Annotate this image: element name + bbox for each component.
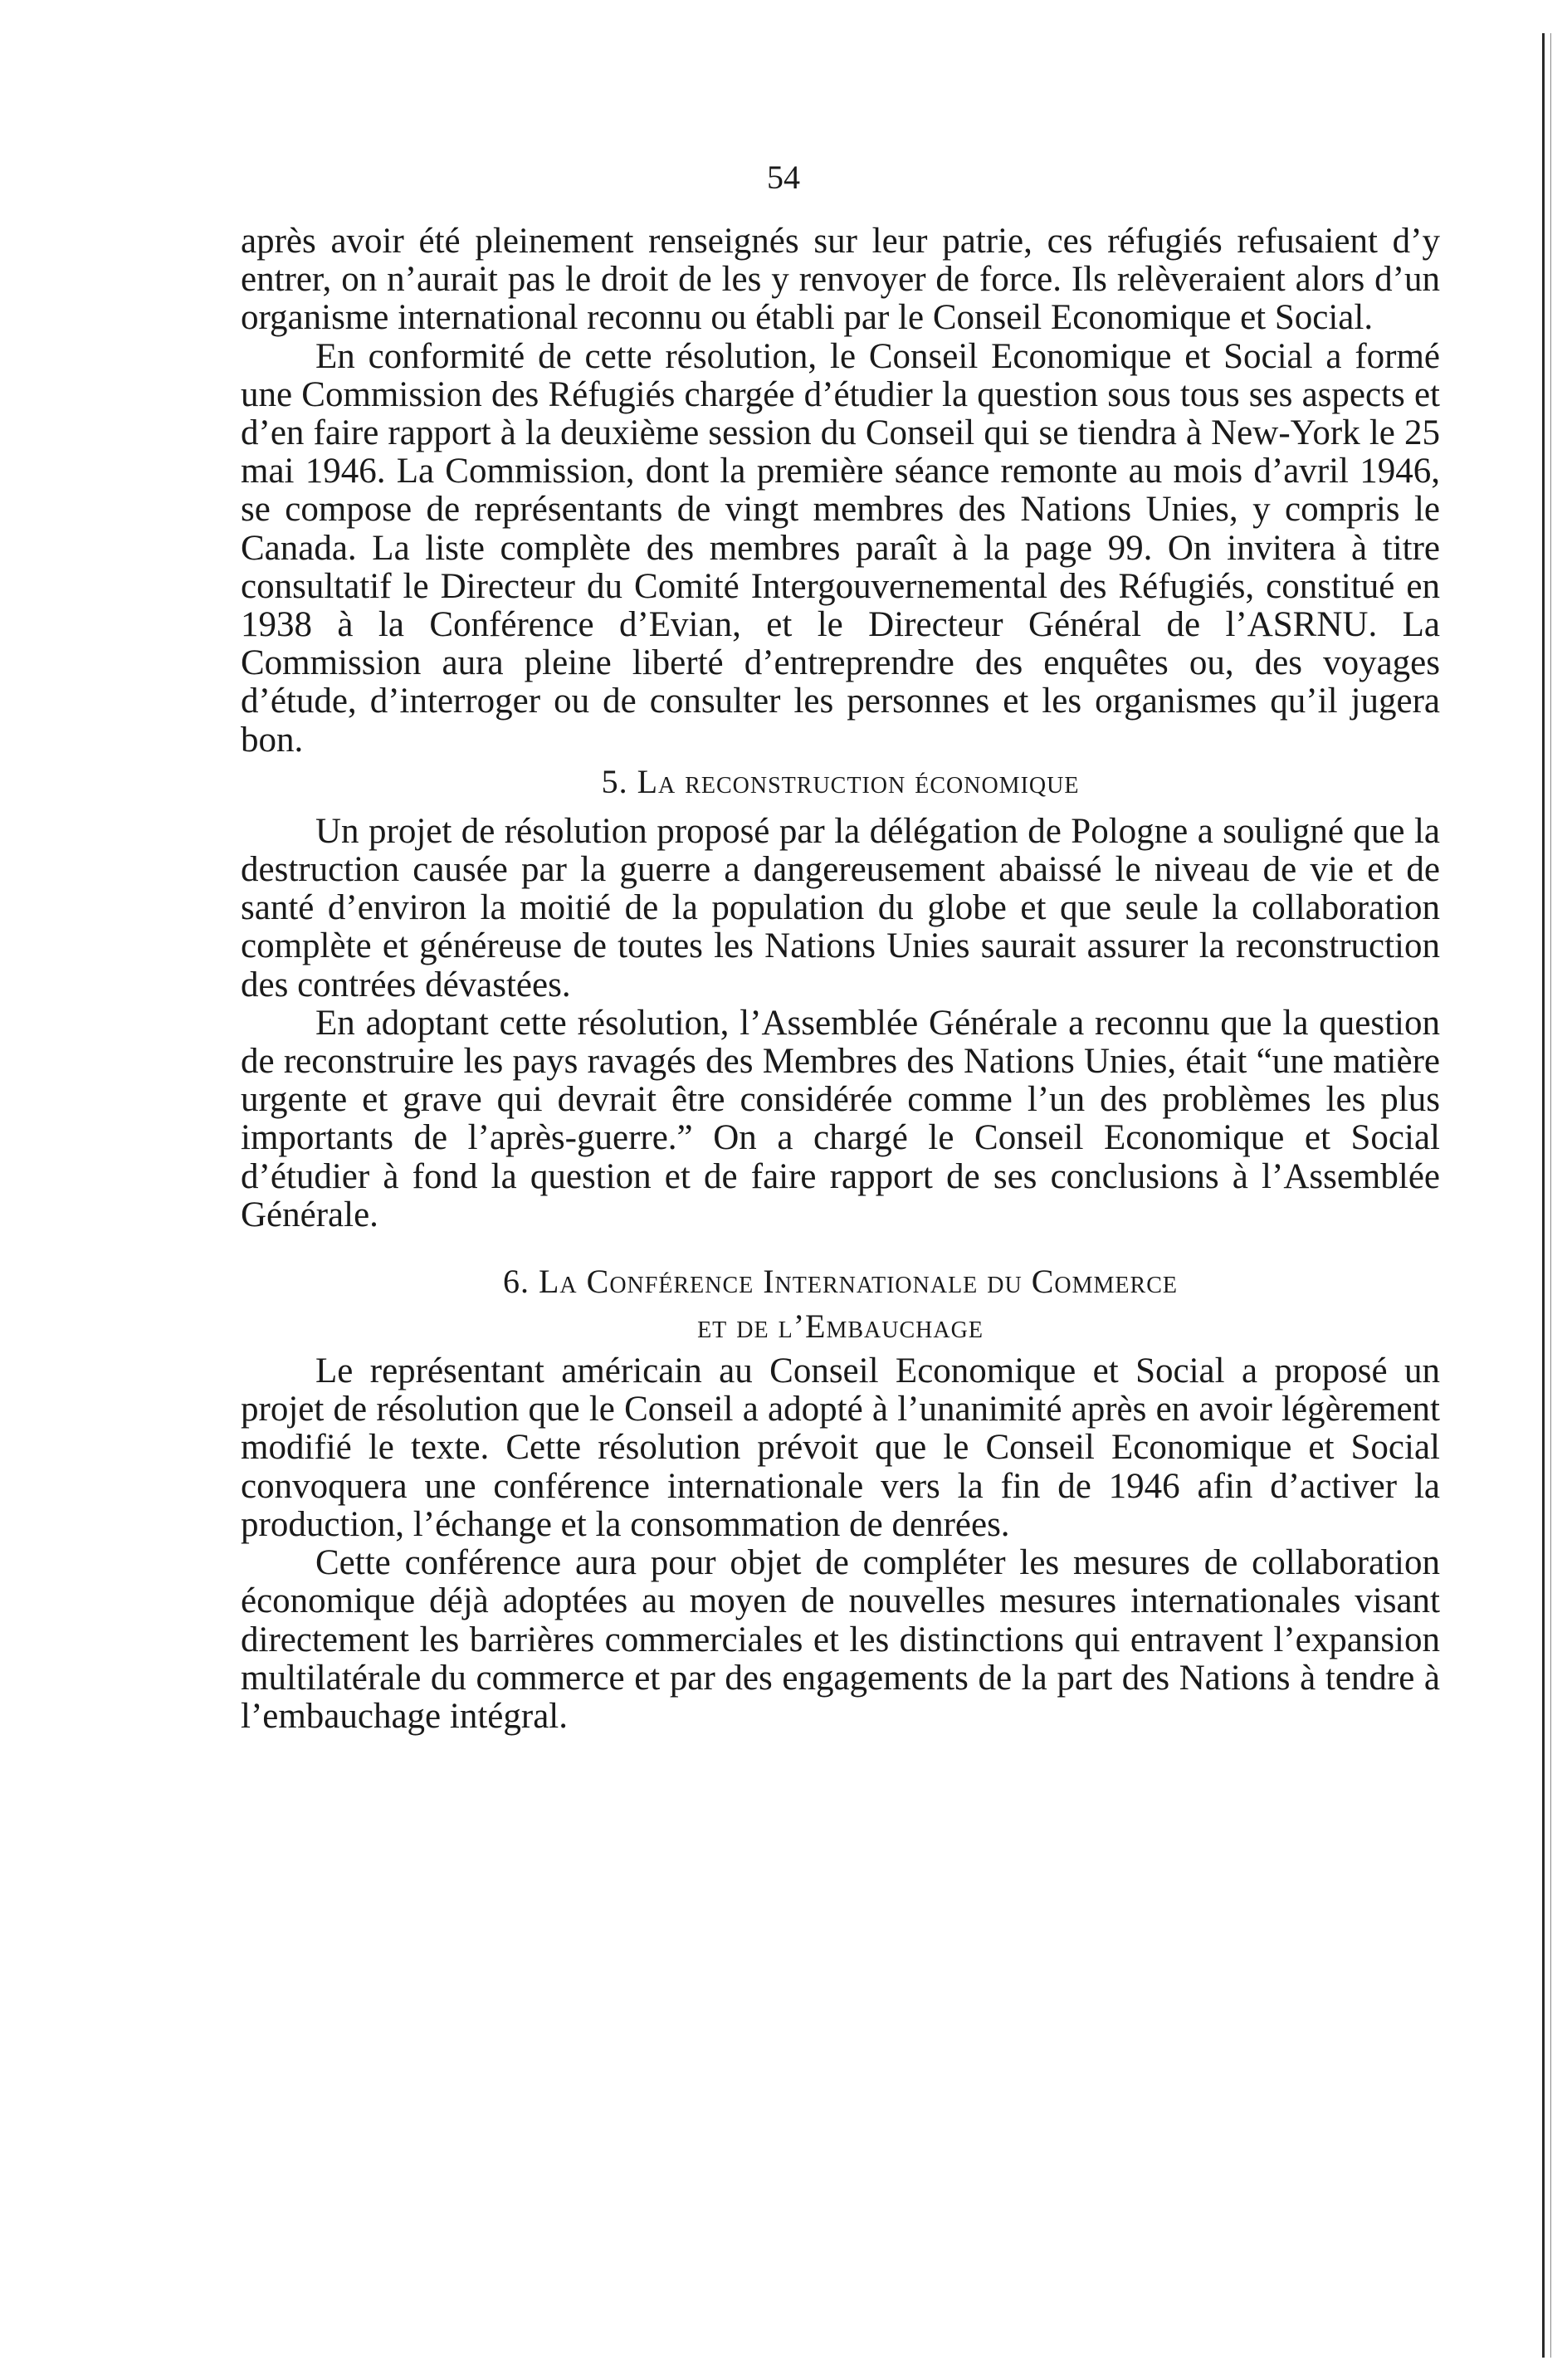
paragraph-poland-resolution: Un projet de résolution proposé par la délégation de Pologne a souligné que la destruction causée par la guerre a dangereusement abaissé le niveau de vie et de santé d’environ la moitié de la population du globe et que seule la collaboration complète et généreuse de toutes les Nations Unies saurait assurer la reconstruction des contrées dévastées. (241, 811, 1440, 1004)
paragraph-continuation: après avoir été pleinement renseignés sur leur patrie, ces réfugiés refusaient d’y entrer, on n’aurait pas le droit de les y renvoyer de force. Ils relèveraient alors d’un organisme international reconnu ou établi par le Conseil Economique et Social. (241, 222, 1440, 338)
section-heading-6-line-2: et de l’Embauchage (697, 1307, 984, 1346)
paragraph-general-assembly: En adoptant cette résolution, l’Assemblée Générale a reconnu que la question de reconstruire les pays ravagés des Membres des Nations Unies, était “une matière urgente et grave qui devrait être considérée comme l’un des problèmes les plus importants de l’après-guerre.” On a chargé le Conseil Economique et Social d’étudier à fond la question et de faire rapport de ses conclusions à l’Assemblée Générale. (241, 1003, 1440, 1234)
paragraph-conference-objective: Cette conférence aura pour objet de compléter les mesures de collaboration économique déjà adoptées au moyen de nouvelles mesures internationales visant directement les barrières commerciales et les distinctions qui entravent l’expansion multilatérale du commerce et par des engagements de la part des Nations à tendre à l’embauchage intégral. (241, 1543, 1440, 1736)
body-text (241, 222, 1440, 1736)
page-edge-rule-thin (1550, 33, 1551, 2358)
page-number: 54 (767, 159, 800, 196)
page-edge-rule (1542, 33, 1545, 2358)
section-heading-5: 5. La reconstruction économique (601, 762, 1080, 800)
section-heading-6-line-1: 6. La Conférence Internationale du Commerce (503, 1263, 1178, 1301)
paragraph-american-representative: Le représentant américain au Conseil Economique et Social a proposé un projet de résolution que le Conseil a adopté à l’unanimité après en avoir légèrement modifié le texte. Cette résolution prévoit que le Conseil Economique et Social convoquera une conférence internationale vers la fin de 1946 afin d’activer la production, l’échange et la consommation de denrées. (241, 1351, 1440, 1544)
paragraph-refugees-commission: En conformité de cette résolution, le Conseil Economique et Social a formé une Commission des Réfugiés chargée d’étudier la question sous tous ses aspects et d’en faire rapport à la deuxième session du Conseil qui se tiendra à New-York le 25 mai 1946. La Commission, dont la première séance remonte au mois d’avril 1946, se compose de représentants de vingt membres des Nations Unies, y compris le Canada. La liste complète des membres paraît à la page 99. On invitera à titre consultatif le Directeur du Comité Intergouvernemental des Réfugiés, constitué en 1938 à la Conférence d’Evian, et le Directeur Général de l’ASRNU. La Commission aura pleine liberté d’entreprendre des enquêtes ou, des voyages d’étude, d’interroger ou de consulter les personnes et les organismes qu’il jugera bon. (241, 336, 1440, 760)
